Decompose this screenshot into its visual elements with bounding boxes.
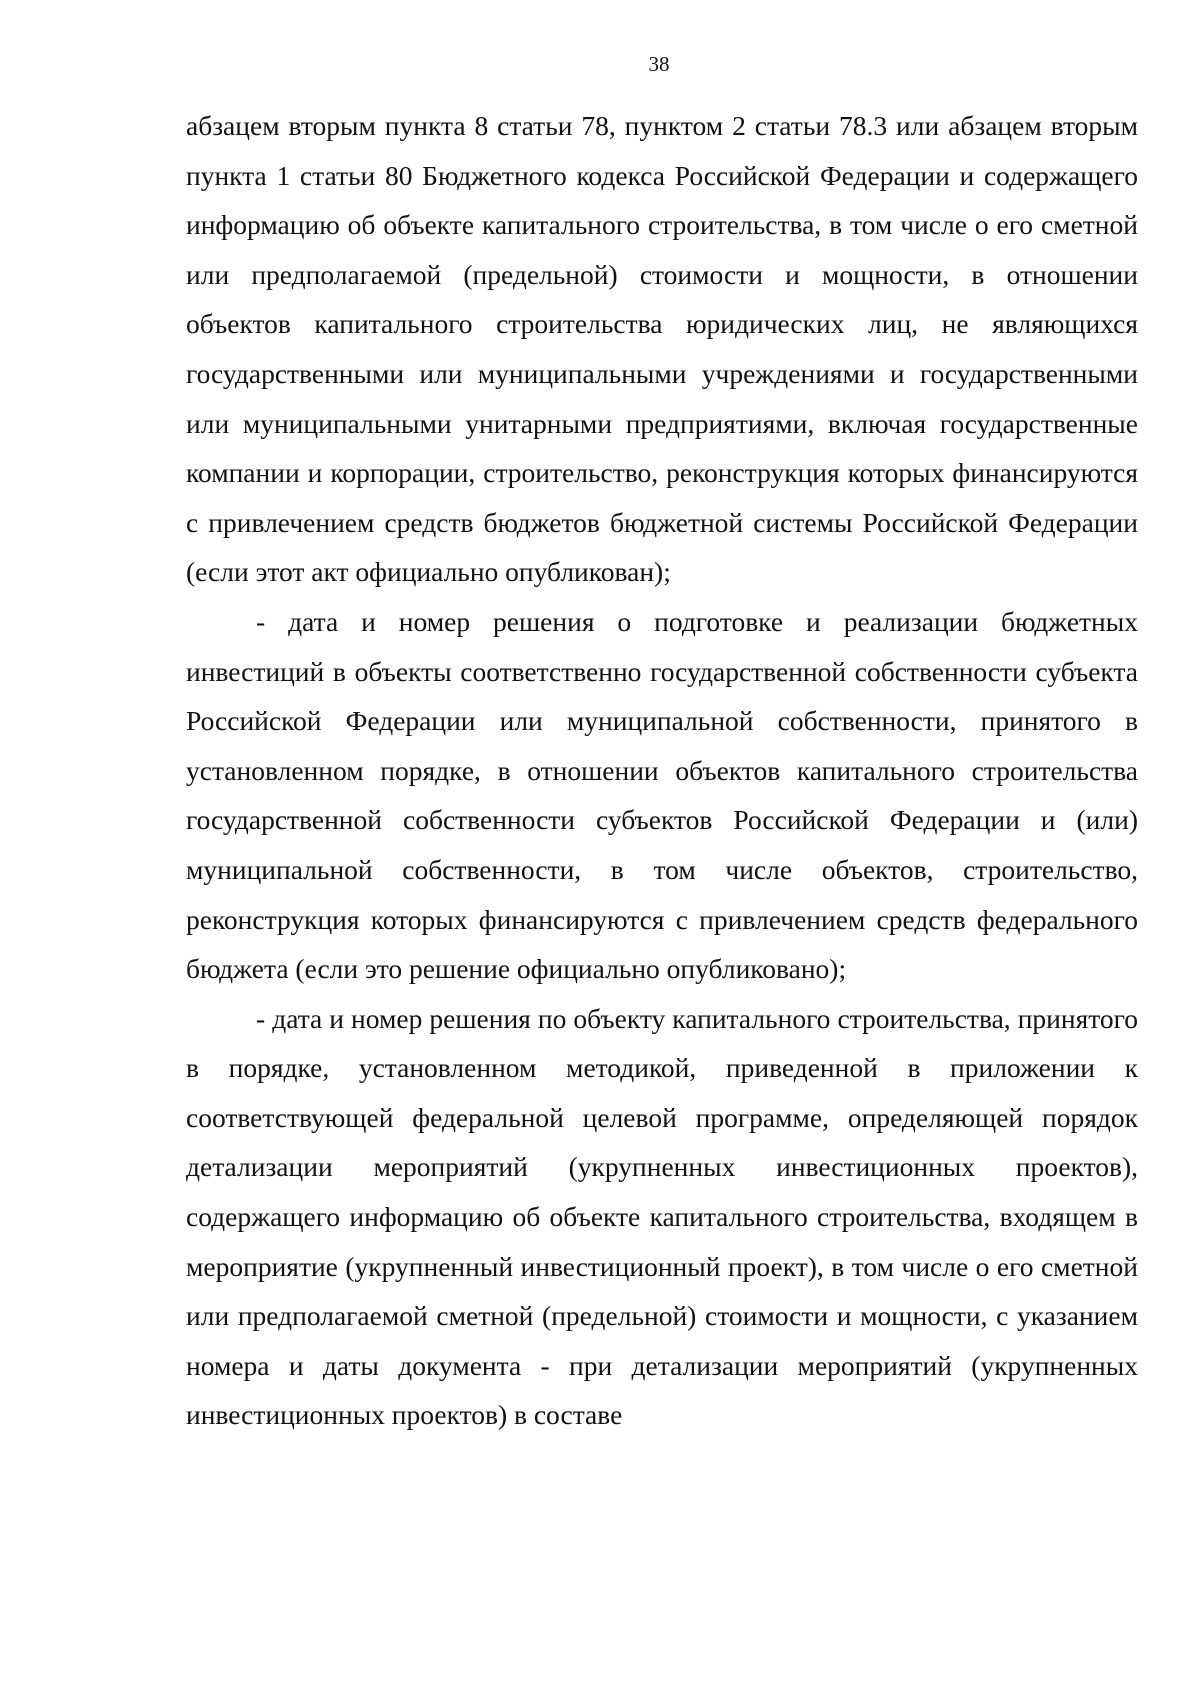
document-body [186, 101, 1138, 1440]
paragraph-continuation: абзацем вторым пункта 8 статьи 78, пунктом 2 статьи 78.3 или абзацем вторым пункта 1 статьи 80 Бюджетного кодекса Российской Федерации и содержащего информацию об объекте капитального строительства, в том числе о его сметной или предполагаемой (предельной) стоимости и мощности, в отношении объектов капитального строительства юридических лиц, не являющихся государственными или муниципальными учреждениями и государственными или муниципальными унитарными предприятиями, включая государственные компании и корпорации, строительство, реконструкция которых финансируются с привлечением средств бюджетов бюджетной системы Российской Федерации (если этот акт официально опубликован); [186, 110, 1138, 588]
paragraph-list-item: - дата и номер решения по объекту капитального строительства, принятого в порядке, установленном методикой, приведенной в приложении к соответствующей федеральной целевой программе, определяющей порядок детализации мероприятий (укрупненных инвестиционных проектов), содержащего информацию об объекте капитального строительства, входящем в мероприятие (укрупненный инвестиционный проект), в том числе о его сметной или предполагаемой сметной (предельной) стоимости и мощности, с указанием номера и даты документа - при детализации мероприятий (укрупненных инвестиционных проектов) в составе [186, 1002, 1138, 1431]
paragraph-list-item: - дата и номер решения о подготовке и реализации бюджетных инвестиций в объекты соответственно государственной собственности субъекта Российской Федерации или муниципальной собственности, принятого в установленном порядке, в отношении объектов капитального строительства государственной собственности субъектов Российской Федерации и (или) муниципальной собственности, в том числе объектов, строительство, реконструкция которых финансируются с привлечением средств федерального бюджета (если это решение официально опубликовано); [186, 605, 1138, 985]
page-number: 38 [648, 52, 670, 76]
